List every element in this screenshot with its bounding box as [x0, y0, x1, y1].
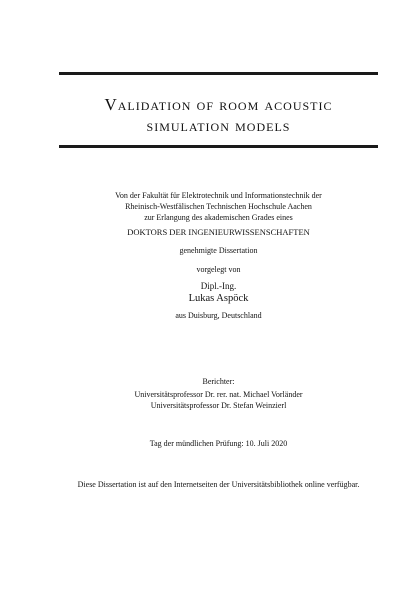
- thesis-title: [59, 94, 378, 136]
- reviewer-1: Universitätsprofessor Dr. rer. nat. Michael Vorländer: [134, 390, 303, 399]
- degree-title: DOKTORS DER INGENIEURWISSENSCHAFTEN: [127, 227, 310, 237]
- thesis-title-line-2: simulation models: [146, 116, 291, 135]
- faculty-line-2: Rheinisch-Westfälischen Technischen Hochschule Aachen: [125, 202, 312, 211]
- author-origin: aus Duisburg, Deutschland: [175, 311, 262, 320]
- thesis-title-line-1: Validation of room acoustic: [104, 95, 333, 114]
- online-availability-note: Diese Dissertation ist auf den Internetseiten der Universitätsbibliothek online verfügbar.: [77, 480, 360, 489]
- faculty-line-1: Von der Fakultät für Elektrotechnik und Informationstechnik der: [115, 191, 322, 200]
- exam-date: Tag der mündlichen Prüfung: 10. Juli 2020: [149, 439, 288, 448]
- faculty-line-3: zur Erlangung des akademischen Grades eines: [144, 213, 293, 222]
- faculty-statement: [59, 190, 378, 223]
- reviewers-list: [59, 389, 378, 411]
- bottom-rule: [59, 145, 378, 148]
- top-rule: [59, 72, 378, 75]
- presented-by: vorgelegt von: [196, 265, 241, 274]
- author-name: Lukas Aspöck: [188, 293, 249, 304]
- submission-note: genehmigte Dissertation: [179, 246, 258, 255]
- reviewers-label: Berichter:: [202, 377, 235, 386]
- author-academic-title: Dipl.-Ing.: [200, 281, 237, 291]
- reviewer-2: Universitätsprofessor Dr. Stefan Weinzierl: [150, 401, 287, 410]
